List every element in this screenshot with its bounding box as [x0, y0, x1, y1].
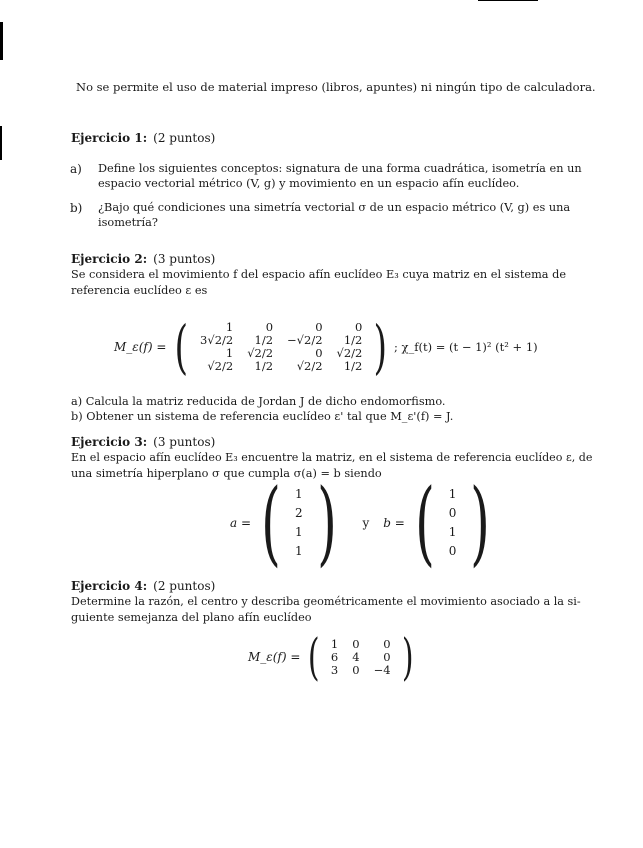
right-paren: ) [470, 469, 491, 576]
right-paren: ) [316, 469, 337, 576]
vector-entry: 1 [448, 487, 457, 501]
vector-b-label: b = [383, 516, 405, 530]
matrix-row [324, 651, 398, 664]
vector-entry: 1 [294, 487, 303, 501]
vector-entry: 1 [294, 525, 303, 539]
matrix-cell: √2/2 [336, 346, 363, 360]
right-paren: ) [373, 313, 388, 381]
ex1-a-label: a) [70, 162, 82, 176]
right-paren: ) [401, 628, 414, 686]
ex1-b-line1: ¿Bajo qué condiciones una simetría vectorial σ de un espacio métrico (V, g) es una [98, 201, 571, 214]
matrix-cell: 4 [352, 649, 360, 664]
matrix-cell: 1/2 [254, 333, 274, 347]
left-paren: ( [308, 628, 321, 686]
matrix-cell: 0 [355, 320, 363, 334]
vector-entry: 0 [448, 506, 457, 520]
matrix-cell: 1 [225, 320, 234, 334]
matrix-cell: 0 [352, 662, 360, 677]
ex3-title: Ejercicio 3: [71, 435, 148, 449]
vector-a [289, 484, 309, 562]
ex4-matrix-label: M_ε(f) = [248, 650, 301, 664]
ex3-vectors [230, 469, 498, 576]
ex3-line1: En el espacio afín euclídeo E₃ encuentre la matriz, en el sistema de referencia euclídeo ε, de [71, 451, 593, 464]
matrix-cell: 1/2 [254, 359, 274, 373]
ex4-title: Ejercicio 4: [71, 579, 148, 593]
ex1-title: Ejercicio 1: [71, 131, 148, 145]
ex2-line1: Se considera el movimiento f del espacio afín euclídeo E₃ cuya matriz en el sistema de [71, 268, 567, 281]
matrix-cell: 0 [383, 636, 391, 651]
ex1-b-label: b) [70, 201, 83, 215]
conjunction-y: y [362, 516, 370, 530]
matrix-row [193, 360, 369, 373]
exam-rules-note: No se permite el uso de material impreso (libros, apuntes) ni ningún tipo de calculadora. [76, 80, 596, 94]
matrix-cell: 1 [225, 346, 234, 360]
vector-entry: 0 [448, 544, 457, 558]
left-paren: ( [414, 469, 435, 576]
ex2-matrix [193, 321, 369, 373]
ex2-line2: referencia euclídeo ε es [71, 284, 208, 297]
ex4-line1: Determine la razón, el centro y describa geométricamente el movimiento asociado a la si- [71, 595, 581, 608]
ex2-matrix-label: M_ε(f) = [114, 340, 167, 354]
ex1-a-line2: espacio vectorial métrico (V, g) y movimiento en un espacio afín euclídeo. [98, 177, 520, 190]
ex4-points: (2 puntos) [153, 579, 216, 593]
matrix-row [324, 664, 398, 677]
left-paren: ( [261, 469, 281, 576]
ex4-matrix-equation [248, 628, 417, 686]
matrix-cell: 3√2/2 [200, 333, 234, 347]
matrix-cell: −√2/2 [287, 333, 323, 347]
matrix-cell: 3 [330, 662, 339, 677]
ex3-heading [71, 435, 215, 449]
matrix-cell: 0 [315, 346, 323, 360]
ex1-a-line1: Define los siguientes conceptos: signatura de una forma cuadrática, isometría en un [98, 162, 582, 175]
vector-a-label: a = [230, 516, 252, 530]
vector-entry: 2 [294, 506, 303, 520]
scan-top-line [478, 0, 538, 1]
ex1-points: (2 puntos) [153, 131, 216, 145]
matrix-cell: 0 [315, 320, 323, 334]
ex2-matrix-equation [114, 313, 538, 381]
ex4-line2: guiente semejanza del plano afín euclídeo [71, 611, 312, 624]
matrix-cell: √2/2 [296, 359, 323, 373]
ex2-part-b: b) Obtener un sistema de referencia euclídeo ε' tal que M_ε'(f) = J. [71, 410, 454, 423]
ex1-b-line2: isometría? [98, 216, 158, 229]
ex3-line2: una simetría hiperplano σ que cumpla σ(a) = b siendo [71, 467, 382, 480]
matrix-cell: 0 [352, 636, 360, 651]
matrix-cell: 0 [383, 649, 391, 664]
ex2-heading [71, 252, 215, 266]
matrix-cell: √2/2 [247, 346, 274, 360]
left-paren: ( [174, 313, 189, 381]
scan-edge-mark [0, 22, 3, 60]
vector-entry: 1 [294, 544, 303, 558]
ex4-matrix [324, 638, 398, 677]
vector-entry: 1 [448, 525, 457, 539]
matrix-cell: 1 [330, 636, 339, 651]
ex2-char-poly: ; χ_f(t) = (t − 1)² (t² + 1) [394, 340, 538, 354]
ex4-heading [71, 579, 215, 593]
ex2-points: (3 puntos) [153, 252, 216, 266]
scan-edge-mark [0, 126, 2, 160]
matrix-cell: 6 [330, 649, 339, 664]
ex3-points: (3 puntos) [153, 435, 216, 449]
ex1-heading [71, 131, 215, 145]
ex2-title: Ejercicio 2: [71, 252, 148, 266]
matrix-row [324, 638, 398, 651]
matrix-cell: 1/2 [343, 333, 363, 347]
matrix-cell: −4 [373, 662, 391, 677]
matrix-cell: 1/2 [343, 359, 363, 373]
matrix-cell: 0 [265, 320, 274, 334]
ex2-part-a: a) Calcula la matriz reducida de Jordan J de dicho endomorfismo. [71, 395, 446, 408]
vector-b [443, 484, 463, 562]
matrix-cell: √2/2 [207, 359, 234, 373]
